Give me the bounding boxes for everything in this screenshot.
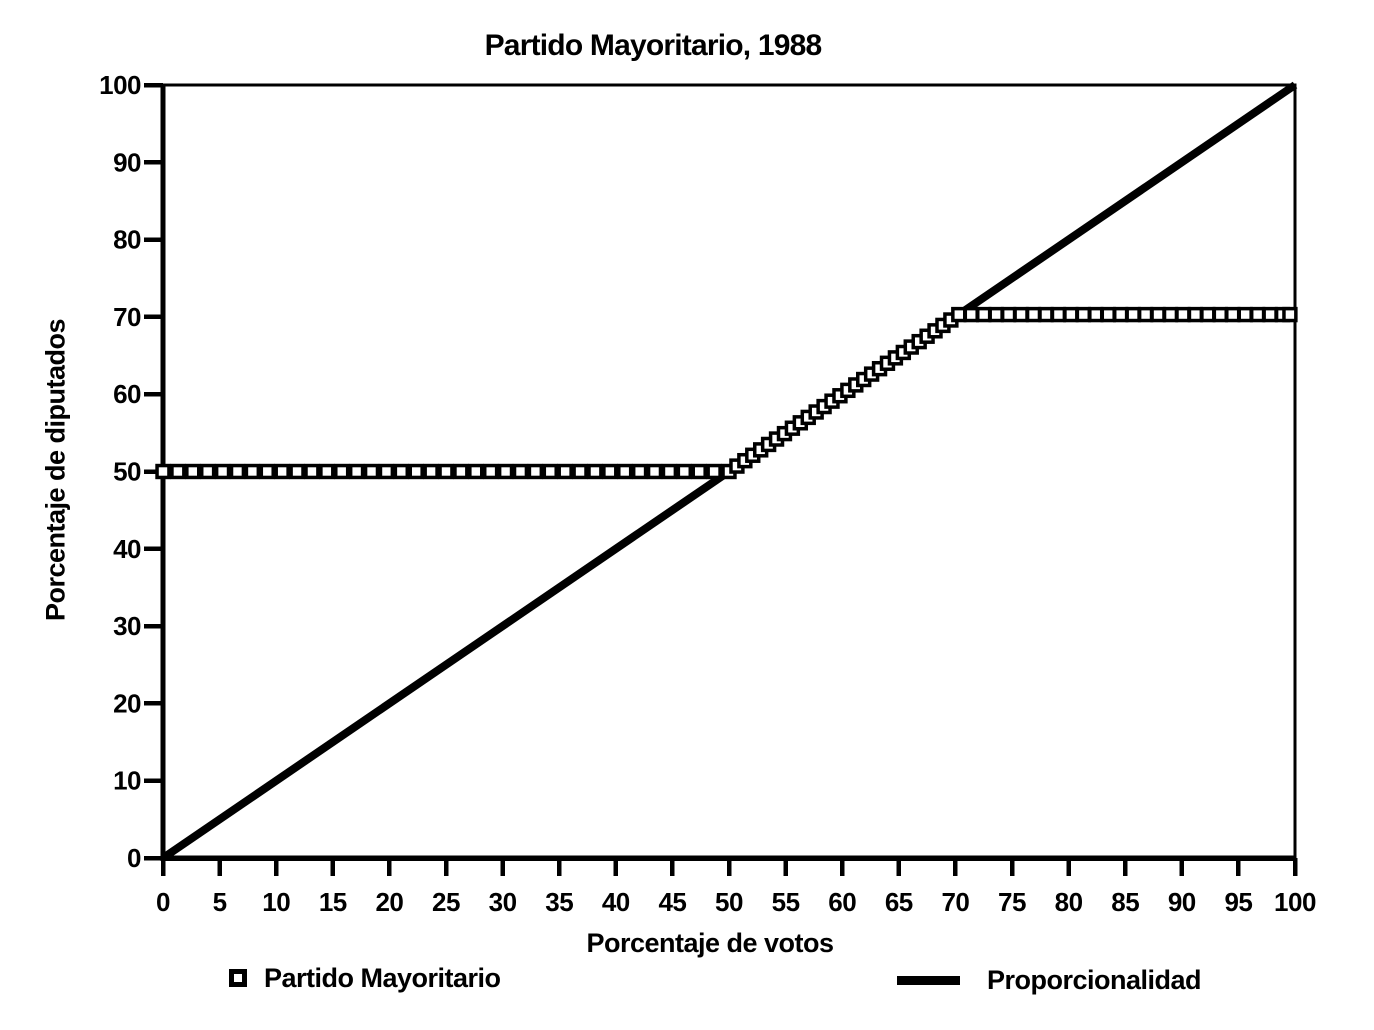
- svg-text:90: 90: [1167, 887, 1196, 917]
- svg-text:30: 30: [488, 887, 517, 917]
- y-axis-label: Porcentaje de diputados: [40, 318, 71, 622]
- svg-text:40: 40: [601, 887, 630, 917]
- svg-text:20: 20: [375, 887, 404, 917]
- svg-text:100: 100: [99, 70, 141, 100]
- open-square-marker-icon: [229, 969, 247, 987]
- svg-text:0: 0: [127, 843, 141, 873]
- x-axis-tick-labels: [156, 887, 1316, 917]
- svg-text:50: 50: [113, 456, 141, 487]
- svg-text:10: 10: [262, 887, 291, 917]
- legend-item-partido-mayoritario: [229, 961, 501, 995]
- svg-text:15: 15: [318, 887, 347, 917]
- svg-text:95: 95: [1224, 887, 1253, 917]
- svg-text:60: 60: [828, 887, 857, 917]
- x-axis-ticks: [163, 858, 1295, 876]
- svg-text:100: 100: [1274, 887, 1316, 917]
- partido-mayoritario-markers: [155, 307, 1297, 479]
- svg-text:60: 60: [113, 379, 141, 410]
- svg-text:80: 80: [1054, 887, 1083, 917]
- thick-line-marker-icon: [897, 976, 960, 985]
- svg-text:55: 55: [771, 887, 800, 917]
- svg-text:50: 50: [715, 887, 743, 917]
- svg-text:5: 5: [212, 887, 227, 917]
- x-axis-label: Porcentaje de votos: [586, 928, 834, 958]
- y-axis-tick-labels: [99, 70, 141, 873]
- svg-text:70: 70: [113, 301, 141, 332]
- legend-item-proporcionalidad: [897, 963, 1201, 997]
- legend-label: Proporcionalidad: [987, 964, 1202, 995]
- svg-text:85: 85: [1111, 887, 1140, 917]
- svg-text:30: 30: [113, 611, 141, 642]
- svg-text:80: 80: [113, 224, 141, 255]
- svg-text:90: 90: [113, 147, 141, 178]
- chart-title: Partido Mayoritario, 1988: [484, 29, 822, 62]
- svg-text:20: 20: [113, 688, 141, 719]
- svg-text:10: 10: [113, 765, 141, 796]
- svg-text:25: 25: [432, 887, 460, 917]
- svg-text:70: 70: [941, 887, 970, 917]
- svg-text:75: 75: [998, 887, 1026, 917]
- svg-text:45: 45: [658, 887, 687, 917]
- legend-label: Partido Mayoritario: [264, 962, 501, 993]
- svg-text:35: 35: [545, 887, 574, 917]
- svg-text:65: 65: [884, 887, 913, 917]
- svg-text:40: 40: [113, 533, 141, 564]
- svg-text:0: 0: [156, 887, 170, 917]
